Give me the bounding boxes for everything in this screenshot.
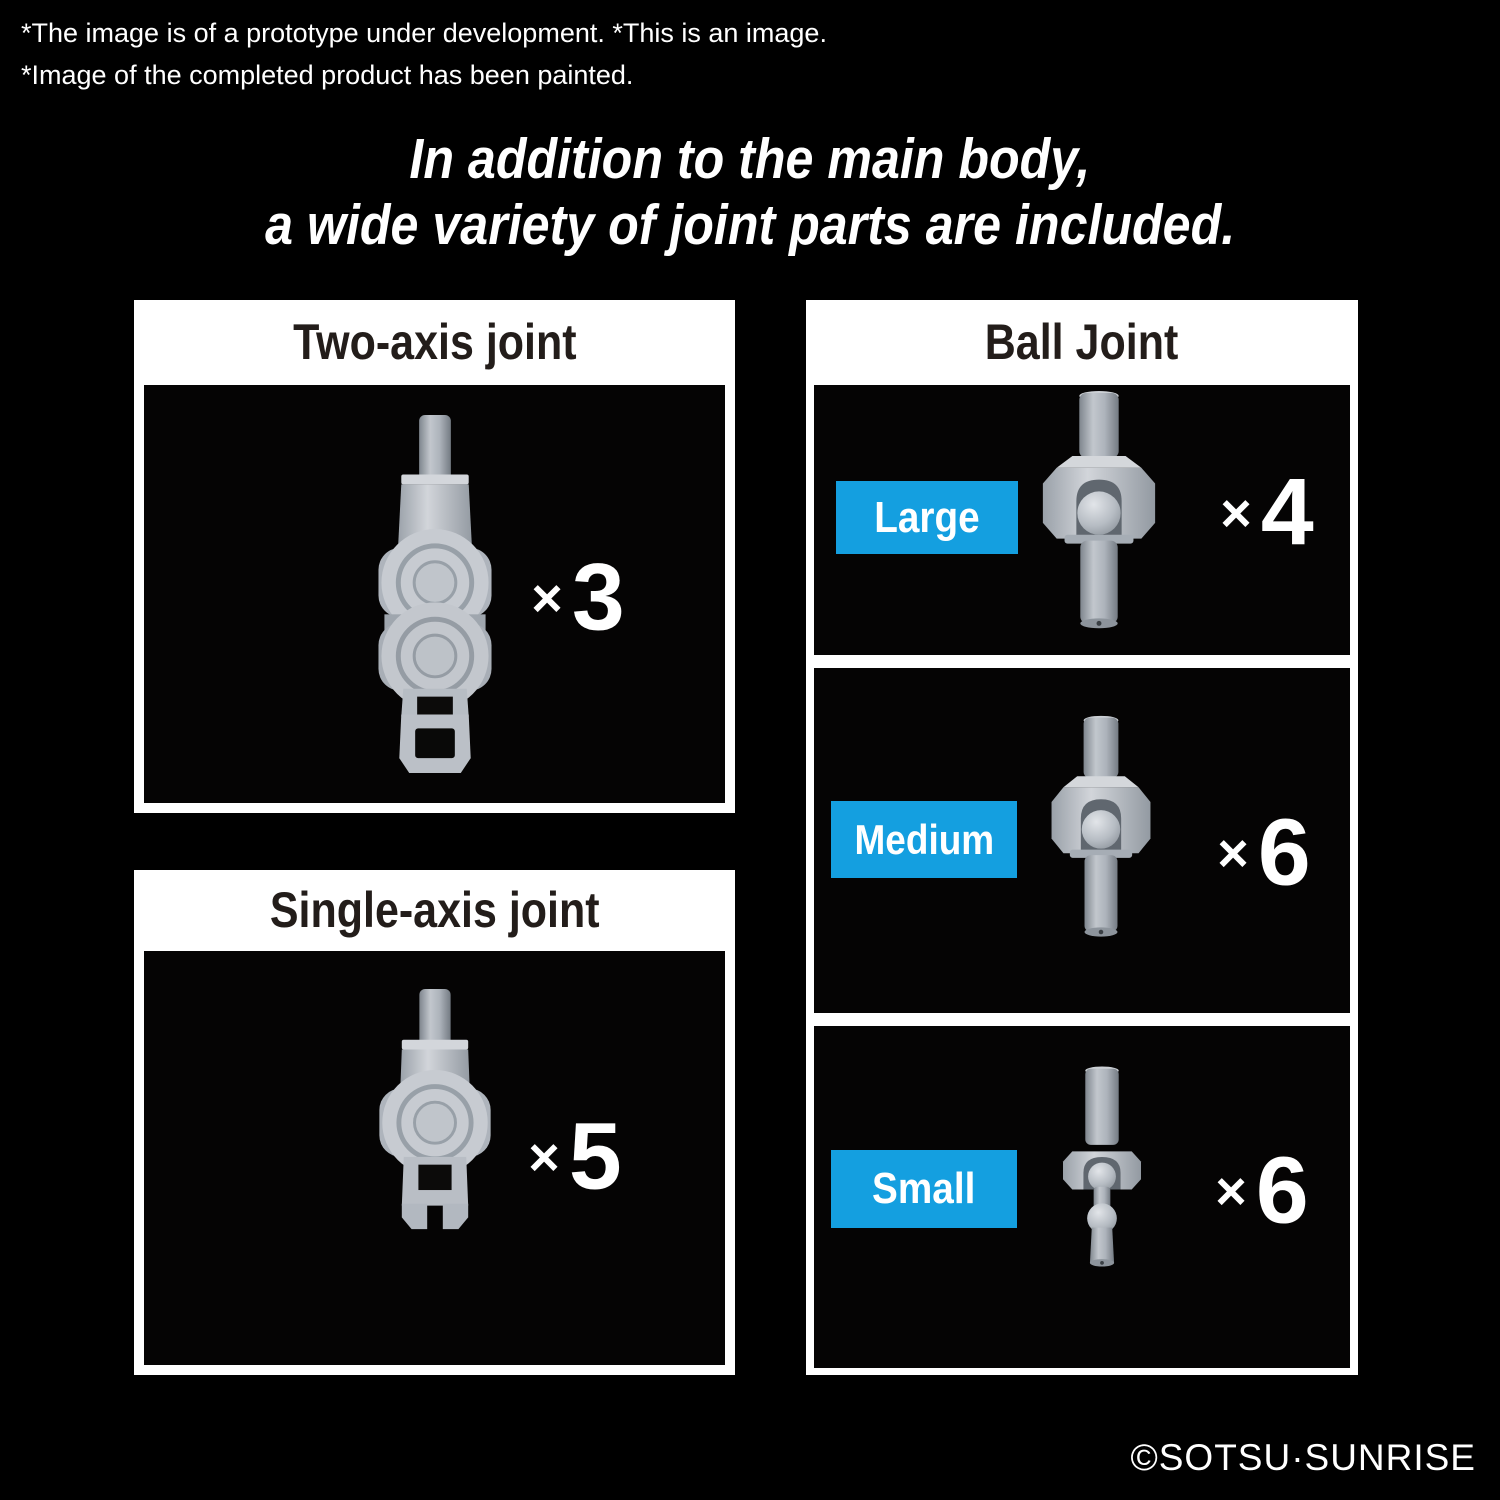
- two-axis-photo-box: [144, 385, 725, 803]
- multiply-sign: ×: [531, 568, 563, 628]
- page-title-line-1: In addition to the main body,: [409, 127, 1091, 191]
- single-axis-photo-box: [144, 951, 725, 1365]
- ball-joint-large-photo-box: [814, 385, 1350, 655]
- page-title: [0, 126, 1500, 258]
- disclaimer-line-2: *Image of the completed product has been painted.: [21, 60, 634, 90]
- multiply-sign: ×: [1217, 823, 1249, 883]
- single-axis-joint-part-image: [371, 987, 498, 1233]
- ball-joint-small-quantity: [1215, 1137, 1309, 1244]
- ball-joint-large-part-image: [1035, 389, 1163, 647]
- panel-single-axis-title: Single-axis joint: [269, 882, 600, 938]
- quantity-value: 3: [571, 544, 625, 651]
- ball-joint-medium-part-image: [1041, 714, 1160, 954]
- copyright-notice: ©SOTSU·SUNRISE: [1130, 1437, 1476, 1478]
- size-badge-medium: Medium: [831, 801, 1017, 878]
- ball-joint-small-photo-box: [814, 1026, 1350, 1368]
- disclaimer-line-1: *The image is of a prototype under development. *This is an image.: [21, 18, 827, 48]
- size-badge-large: Large: [836, 481, 1018, 554]
- panel-ball-joint-title: Ball Joint: [985, 314, 1179, 370]
- ball-joint-medium-quantity: [1217, 799, 1311, 906]
- panel-two-axis-title: Two-axis joint: [292, 314, 577, 370]
- quantity-value: 6: [1257, 799, 1311, 906]
- multiply-sign: ×: [528, 1127, 560, 1187]
- multiply-sign: ×: [1215, 1161, 1247, 1221]
- single-axis-quantity: [528, 1103, 622, 1210]
- quantity-value: 6: [1255, 1137, 1309, 1244]
- panel-two-axis-joint: [134, 300, 735, 813]
- page-title-line-2: a wide variety of joint parts are included.: [264, 193, 1236, 257]
- quantity-value: 4: [1260, 459, 1314, 566]
- size-badge-small: Small: [831, 1150, 1017, 1228]
- panel-single-axis-joint: [134, 870, 735, 1375]
- multiply-sign: ×: [1220, 483, 1252, 543]
- ball-joint-medium-photo-box: [814, 668, 1350, 1013]
- two-axis-joint-part-image: [370, 413, 499, 775]
- disclaimer: [21, 12, 827, 96]
- ball-joint-small-part-image: [1056, 1066, 1149, 1300]
- two-axis-quantity: [531, 544, 625, 651]
- ball-joint-large-quantity: [1220, 459, 1314, 566]
- quantity-value: 5: [568, 1103, 622, 1210]
- panel-ball-joint: [806, 300, 1358, 1375]
